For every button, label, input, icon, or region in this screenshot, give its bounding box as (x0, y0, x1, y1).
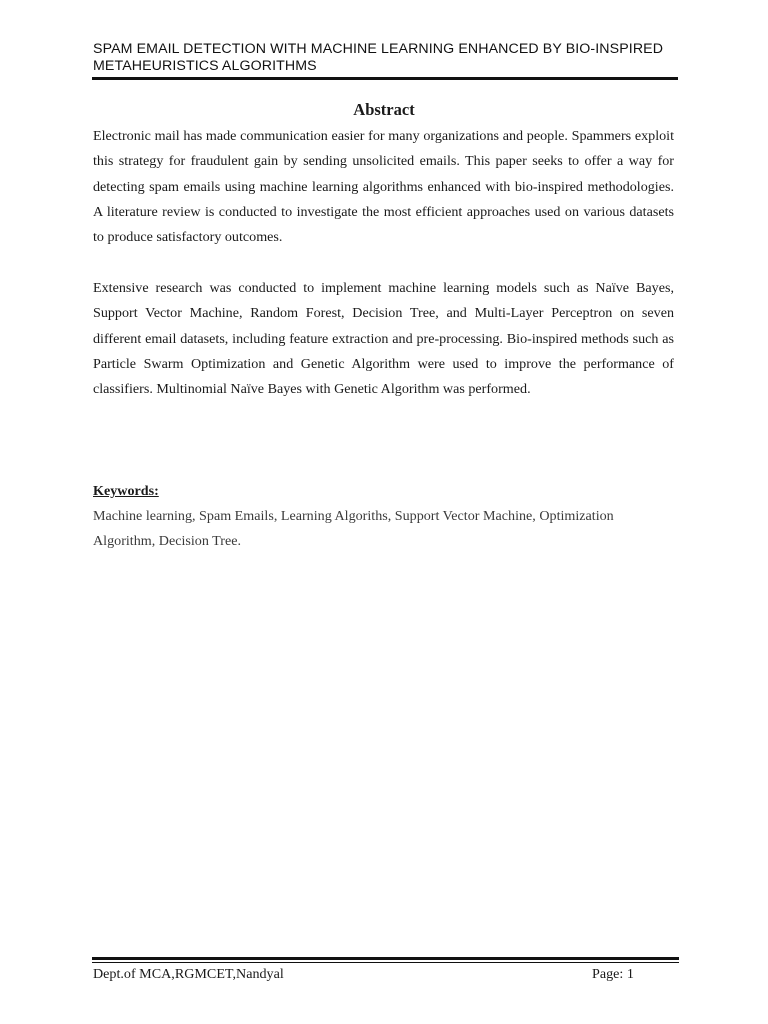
footer-department: Dept.of MCA,RGMCET,Nandyal (93, 966, 284, 982)
footer-divider-thick (92, 957, 679, 960)
abstract-paragraph-2: Extensive research was conducted to implement machine learning models such as Naïve Bayes, Support Vector Machine, Random Forest, Decision Tree, and Multi-Layer Perceptron on seven different email datasets, including feature extraction and pre-processing. Bio-inspired methods such as Particle Swarm Optimization and Genetic Algorithm were used to improve the performance of classifiers. Multinomial Naïve Bayes with Genetic Algorithm was performed. (93, 280, 674, 398)
keywords-text: Machine learning, Spam Emails, Learning Algoriths, Support Vector Machine, Optimization Algorithm, Decision Tree. (93, 508, 614, 550)
keywords-heading: Keywords: (93, 483, 159, 499)
header-divider (92, 77, 678, 80)
footer-divider-thin (92, 962, 679, 963)
running-header-title: SPAM EMAIL DETECTION WITH MACHINE LEARNING ENHANCED BY BIO-INSPIRED METAHEURISTICS ALGORITHMS (93, 41, 664, 74)
abstract-heading: Abstract (353, 100, 415, 119)
abstract-paragraph-1: Electronic mail has made communication easier for many organizations and people. Spammers exploit this strategy for fraudulent gain by sending unsolicited emails. This paper seeks to offer a way for detecting spam emails using machine learning algorithms enhanced with bio-inspired methodologies. A literature review is conducted to investigate the most efficient approaches used on various datasets to produce satisfactory outcomes. (93, 128, 674, 246)
footer-page-number: Page: 1 (592, 966, 634, 982)
